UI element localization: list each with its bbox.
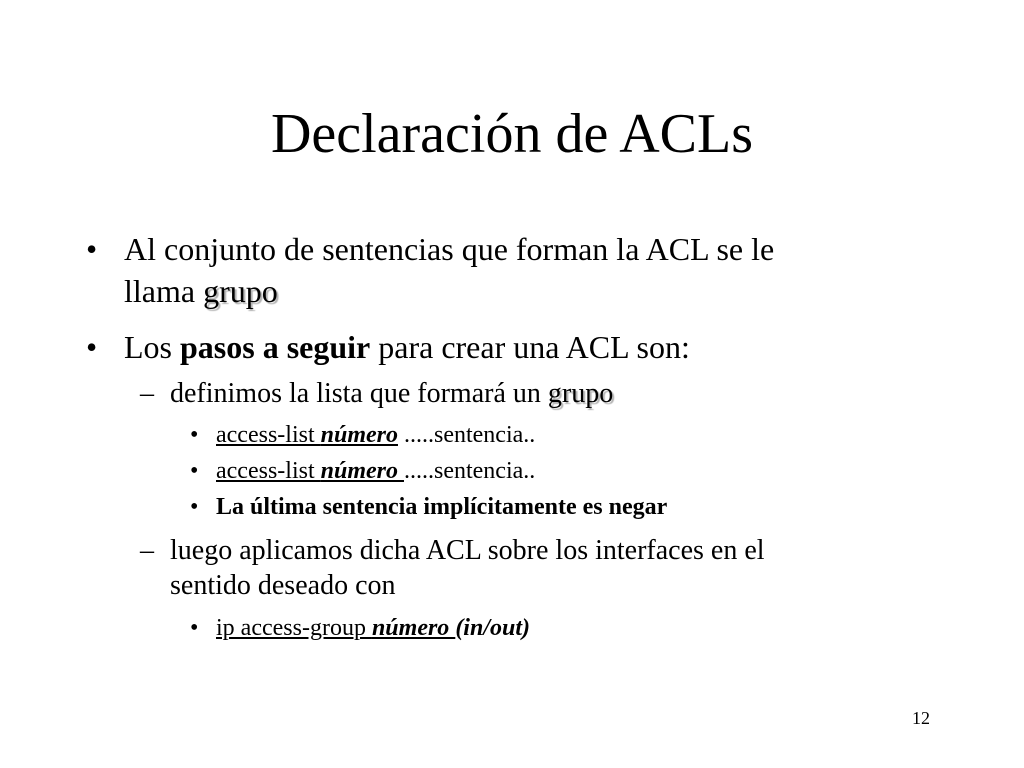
- command-direction: (in/out): [455, 615, 530, 641]
- command-text: access-list: [216, 422, 321, 448]
- bullet-icon: •: [86, 329, 98, 365]
- bullet-item-pasos: [86, 326, 944, 368]
- dash-icon: –: [140, 535, 154, 566]
- dash-icon: –: [140, 378, 154, 409]
- command-text: access-list: [216, 458, 321, 484]
- bullet-icon: •: [190, 458, 199, 484]
- sub-item-text: sentido deseado con: [170, 570, 396, 601]
- command-underlined: [216, 615, 455, 641]
- sub-item-text: definimos la lista que formará un: [170, 378, 548, 409]
- command-item-note: [190, 492, 916, 522]
- command-arg: número: [371, 615, 456, 641]
- bullet-line: [124, 270, 944, 312]
- bullet-text: llama: [124, 273, 204, 309]
- command-underlined: [216, 458, 404, 484]
- command-text: ip access-group: [216, 615, 372, 641]
- slide-title: Declaración de ACLs: [270, 103, 754, 165]
- command-item: [190, 456, 916, 486]
- command-arg: número: [320, 422, 398, 448]
- command-underlined: [216, 422, 398, 448]
- sub-item-text: luego aplicamos dicha ACL sobre los interfaces en el: [170, 535, 765, 566]
- page-number: 12: [912, 708, 930, 728]
- command-item: [190, 420, 916, 450]
- sub-item-definir: [140, 376, 930, 411]
- bullet-text: Los: [124, 329, 180, 365]
- sub-item-line: [170, 568, 930, 603]
- keyword-grupo: grupo: [547, 378, 614, 409]
- command-arg: número: [320, 458, 404, 484]
- bullet-icon: •: [190, 494, 199, 520]
- command-item: [190, 613, 916, 643]
- bullet-line: [124, 228, 944, 270]
- command-rest: .....sentencia..: [403, 458, 536, 484]
- bullet-text: para crear una ACL son:: [370, 329, 690, 365]
- command-rest: .....sentencia..: [397, 422, 536, 448]
- sub-item-line: [170, 533, 930, 568]
- bullet-text: Al conjunto de sentencias que forman la ACL se le: [124, 231, 775, 267]
- keyword-grupo: grupo: [203, 273, 278, 309]
- bullet-item-grupo: [86, 228, 944, 312]
- bullet-icon: •: [86, 231, 98, 267]
- sub-item-aplicar: [140, 533, 930, 603]
- bullet-icon: •: [190, 615, 199, 641]
- bold-phrase: pasos a seguir: [180, 329, 371, 365]
- bullet-icon: •: [190, 422, 199, 448]
- note-text: La última sentencia implícitamente es negar: [216, 494, 668, 520]
